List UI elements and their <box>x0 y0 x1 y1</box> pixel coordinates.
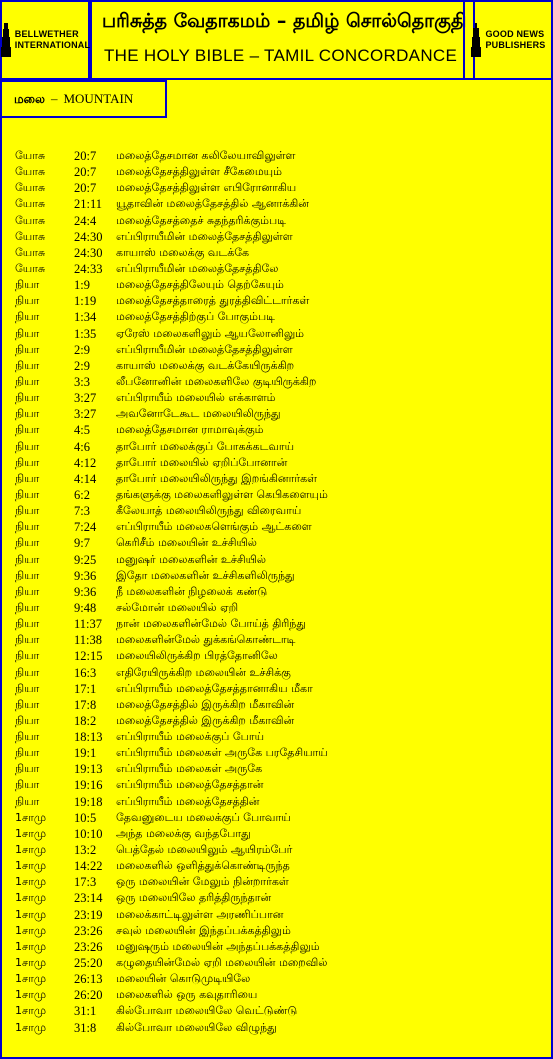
entry-text: மலைத்தேசத்தில் இருக்கிற மீகாவின் <box>116 697 295 711</box>
concordance-entry <box>15 196 545 212</box>
entry-text: மலைத்தேசத்திற்குப் போகும்படி <box>116 310 275 324</box>
entry-book: 1சாமு <box>15 891 47 905</box>
entry-reference: 26:20 <box>74 988 103 1003</box>
entry-reference: 3:27 <box>74 407 97 422</box>
entry-text: அந்த மலைக்கு வந்தபோது <box>116 826 251 840</box>
entry-book: 1சாமு <box>15 907 47 921</box>
goodnews-logo-box <box>463 0 553 80</box>
concordance-entry <box>15 923 545 939</box>
entry-book: யோசு <box>15 197 46 211</box>
concordance-entry <box>15 568 545 584</box>
entry-reference: 9:25 <box>74 552 97 567</box>
entry-reference: 23:26 <box>74 923 103 938</box>
entry-text: மலைகளில் ஒரு கவுதாரியை <box>116 988 258 1002</box>
entry-text: ஏரேஸ் மலைகளிலும் ஆயலோனிலும் <box>116 326 305 340</box>
entry-text: மலைத்தேசத்திலுள்ள எபிரோனாகிய <box>116 181 297 195</box>
concordance-entry <box>15 503 545 519</box>
entry-book: நியா <box>15 649 40 663</box>
entry-text: தாபோர் மலைக்குப் போகக்கடவாய் <box>116 439 295 453</box>
goodnews-logo <box>470 23 545 57</box>
concordance-entry <box>15 1020 545 1036</box>
entry-text: லீபனோனின் மலைகளிலே குடியிருக்கிற <box>116 374 317 388</box>
entry-book: நியா <box>15 423 40 437</box>
entry-reference: 3:27 <box>74 391 97 406</box>
concordance-entry <box>15 180 545 196</box>
entry-reference: 14:22 <box>74 859 103 874</box>
entry-text: மலைத்தேசத்திலுள்ள சீகேமையும் <box>116 165 282 179</box>
entry-book: நியா <box>15 633 40 647</box>
entry-text: காயாஸ் மலைக்கு வடக்கே <box>116 245 250 259</box>
entry-text: நீ மலைகளின் நிழலைக் கண்டு <box>116 584 268 598</box>
entry-book: நியா <box>15 552 40 566</box>
entry-book: 1சாமு <box>15 956 47 970</box>
goodnews-logo-line1: GOOD NEWS <box>485 29 545 39</box>
topic-english: MOUNTAIN <box>63 90 134 106</box>
entry-reference: 7:3 <box>74 504 90 519</box>
entry-book: யோசு <box>15 245 46 259</box>
entry-text: எப்பிராயீம் மலைத்தேசத்தானாகிய மீகா <box>116 681 313 695</box>
entry-reference: 6:2 <box>74 487 90 502</box>
concordance-entry <box>15 648 545 664</box>
entry-book: நியா <box>15 342 40 356</box>
concordance-entry <box>15 261 545 277</box>
entry-book: 1சாமு <box>15 843 47 857</box>
entry-book: நியா <box>15 391 40 405</box>
concordance-entry <box>15 213 545 229</box>
entry-reference: 18:13 <box>74 730 103 745</box>
concordance-entry <box>15 390 545 406</box>
concordance-entry <box>15 632 545 648</box>
concordance-entry <box>15 164 545 180</box>
entry-text: சவுல் மலையின் இந்தப்பக்கத்திலும் <box>116 923 291 937</box>
entry-text: இதோ மலைகளின் உச்சிகளிலிருந்து <box>116 568 295 582</box>
entry-text: கழுதையின்மேல் ஏறி மலையின் மறைவில் <box>116 956 328 970</box>
entry-book: நியா <box>15 568 40 582</box>
concordance-entry <box>15 826 545 842</box>
entry-text: எப்பிராயீம் மலைத்தேசத்தான் <box>116 778 264 792</box>
concordance-entry <box>15 148 545 164</box>
entry-reference: 10:10 <box>74 826 103 841</box>
entry-reference: 9:48 <box>74 600 97 615</box>
concordance-entry <box>15 342 545 358</box>
entry-book: நியா <box>15 762 40 776</box>
concordance-entry <box>15 245 545 261</box>
entry-book: யோசு <box>15 261 46 275</box>
entry-reference: 7:24 <box>74 520 97 535</box>
entry-book: நியா <box>15 536 40 550</box>
entry-reference: 4:5 <box>74 423 90 438</box>
entry-book: நியா <box>15 487 40 501</box>
entry-text: மலைத்தேசமான ராமாவுக்கும் <box>116 423 264 437</box>
tower-icon <box>470 23 482 57</box>
entry-reference: 23:14 <box>74 891 103 906</box>
concordance-entry <box>15 406 545 422</box>
entry-reference: 23:19 <box>74 907 103 922</box>
entry-text: எப்பிராயீம் மலைகளெங்கும் ஆட்களை <box>116 520 312 534</box>
entry-book: நியா <box>15 439 40 453</box>
entry-reference: 12:15 <box>74 649 103 664</box>
entry-text: எப்பிராயீம் மலைகள் அருகே பரதேசியாய் <box>116 746 328 760</box>
entry-book: நியா <box>15 600 40 614</box>
entry-reference: 17:8 <box>74 697 97 712</box>
concordance-entry <box>15 293 545 309</box>
concordance-entry <box>15 600 545 616</box>
entry-book: 1சாமு <box>15 1004 47 1018</box>
concordance-entry <box>15 777 545 793</box>
entry-book: நியா <box>15 665 40 679</box>
entry-book: 1சாமு <box>15 859 47 873</box>
entry-book: யோசு <box>15 181 46 195</box>
concordance-entry <box>15 422 545 438</box>
entry-reference: 16:3 <box>74 665 97 680</box>
entry-reference: 2:9 <box>74 342 90 357</box>
entry-text: மலையிலிருக்கிற பிரத்தோனிலே <box>116 649 278 663</box>
entry-text: மலைத்தேசமான கலிலேயாவிலுள்ள <box>116 149 296 162</box>
entry-text: ஒரு மலையிலே தரித்திருந்தான் <box>116 891 272 905</box>
entry-book: 1சாமு <box>15 1020 47 1034</box>
concordance-entry <box>15 519 545 535</box>
entry-text: மலைத்தேசத்தாரைத் துரத்திவிட்டார்கள் <box>116 294 310 308</box>
entry-book: நியா <box>15 730 40 744</box>
entry-book: நியா <box>15 471 40 485</box>
entry-book: நியா <box>15 584 40 598</box>
entry-reference: 9:36 <box>74 584 97 599</box>
entry-book: நியா <box>15 294 40 308</box>
entry-book: யோசு <box>15 149 46 162</box>
entry-book: நியா <box>15 310 40 324</box>
concordance-entry <box>15 810 545 826</box>
entry-text: மலையின் கொடுமுடியிலே <box>116 972 251 986</box>
entry-text: மலைத்தேசத்தில் இருக்கிற மீகாவின் <box>116 713 295 727</box>
entry-reference: 2:9 <box>74 358 90 373</box>
entry-reference: 13:2 <box>74 843 97 858</box>
entry-text: யூதாவின் மலைத்தேசத்தில் ஆனாக்கின் <box>116 197 309 211</box>
entry-reference: 1:9 <box>74 278 90 293</box>
entry-book: நியா <box>15 374 40 388</box>
entry-text: எதிரேயிருக்கிற மலையின் உச்சிக்கு <box>116 665 291 679</box>
entry-reference: 1:35 <box>74 326 97 341</box>
entry-reference: 20:7 <box>74 165 97 180</box>
entry-reference: 9:7 <box>74 536 90 551</box>
entry-text: சல்மோன் மலையில் ஏறி <box>116 600 239 614</box>
entry-text: அவனோடேகூட மலையிலிருந்து <box>116 407 281 421</box>
concordance-list <box>15 148 545 1036</box>
entry-text: தாபோர் மலையில் ஏறிப்போனான் <box>116 455 288 469</box>
entry-text: தங்களுக்கு மலைகளிலுள்ள கெபிகளையும் <box>116 487 328 501</box>
entry-text: எப்பிராயீமின் மலைத்தேசத்திலே <box>116 261 279 275</box>
entry-reference: 26:13 <box>74 972 103 987</box>
entry-book: யோசு <box>15 213 46 227</box>
entry-reference: 25:20 <box>74 956 103 971</box>
entry-book: நியா <box>15 358 40 372</box>
entry-reference: 31:8 <box>74 1020 97 1035</box>
topic-box <box>0 80 167 118</box>
entry-reference: 4:12 <box>74 455 97 470</box>
concordance-entry <box>15 681 545 697</box>
entry-text: எப்பிராயீமின் மலைத்தேசத்திலுள்ள <box>116 342 293 356</box>
concordance-entry <box>15 616 545 632</box>
concordance-entry <box>15 697 545 713</box>
concordance-entry <box>15 229 545 245</box>
entry-book: நியா <box>15 407 40 421</box>
entry-book: நியா <box>15 326 40 340</box>
concordance-entry <box>15 309 545 325</box>
entry-text: எப்பிராயீமின் மலைத்தேசத்திலுள்ள <box>116 229 293 243</box>
concordance-entry <box>15 761 545 777</box>
entry-book: 1சாமு <box>15 923 47 937</box>
title-tamil: பரிசுத்த வேதாகமம் – தமிழ் சொல்தொகுதி <box>102 10 467 32</box>
entry-book: 1சாமு <box>15 988 47 1002</box>
entry-reference: 11:38 <box>74 633 103 648</box>
entry-book: 1சாமு <box>15 875 47 889</box>
entry-reference: 20:7 <box>74 149 97 163</box>
entry-text: கீலேயாத் மலையிலிருந்து விரைவாய் <box>116 504 302 518</box>
topic-tamil: மலை <box>14 91 45 106</box>
entry-reference: 23:26 <box>74 939 103 954</box>
title-box <box>90 0 475 80</box>
entry-reference: 4:14 <box>74 471 97 486</box>
entry-book: நியா <box>15 713 40 727</box>
entry-reference: 18:2 <box>74 713 97 728</box>
entry-book: நியா <box>15 520 40 534</box>
entry-reference: 31:1 <box>74 1004 97 1019</box>
entry-book: 1சாமு <box>15 810 47 824</box>
entry-text: மலைத்தேசத்தைச் சுதந்தரிக்கும்படி <box>116 213 286 227</box>
entry-text: மலைக்காட்டிலுள்ள அரணிப்பான <box>116 907 284 921</box>
entry-reference: 17:1 <box>74 681 97 696</box>
concordance-entry <box>15 858 545 874</box>
entry-text: தாபோர் மலையிலிருந்து இறங்கினார்கள் <box>116 471 318 485</box>
entry-reference: 10:5 <box>74 810 97 825</box>
header <box>0 0 553 80</box>
entry-reference: 3:3 <box>74 374 90 389</box>
concordance-entry <box>15 713 545 729</box>
entry-book: யோசு <box>15 229 46 243</box>
entry-reference: 11:37 <box>74 617 103 632</box>
entry-text: எப்பிராயீம் மலைத்தேசத்தின் <box>116 794 260 808</box>
entry-reference: 24:33 <box>74 261 103 276</box>
concordance-entry <box>15 955 545 971</box>
entry-reference: 24:4 <box>74 213 97 228</box>
entry-book: நியா <box>15 681 40 695</box>
entry-text: மலைத்தேசத்திலேயும் தெற்கேயும் <box>116 278 284 292</box>
entry-text: மலைகளில் ஒளித்துக்கொண்டிருந்த <box>116 859 290 873</box>
entry-text: எப்பிராயீம் மலைக்குப் போய் <box>116 730 265 744</box>
concordance-entry <box>15 471 545 487</box>
entry-reference: 1:19 <box>74 294 97 309</box>
entry-text: மலைகளின்மேல் துக்கங்கொண்டாடி <box>116 633 296 647</box>
concordance-entry <box>15 842 545 858</box>
concordance-entry <box>15 535 545 551</box>
entry-text: கில்போவா மலையிலே வெட்டுண்டு <box>116 1004 298 1018</box>
entry-reference: 24:30 <box>74 229 103 244</box>
entry-text: காயாஸ் மலைக்கு வடக்கேயிருக்கிற <box>116 358 295 372</box>
concordance-entry <box>15 455 545 471</box>
concordance-entry <box>15 874 545 890</box>
entry-text: பெத்தேல் மலையிலும் ஆயிரம்பேர் <box>116 843 293 857</box>
topic-heading <box>2 91 133 108</box>
entry-text: மனுஷர் மலைகளின் உச்சியில் <box>116 552 267 566</box>
entry-reference: 20:7 <box>74 181 97 196</box>
entry-reference: 19:16 <box>74 778 103 793</box>
bellwether-logo <box>0 23 90 57</box>
concordance-entry <box>15 907 545 923</box>
entry-book: நியா <box>15 278 40 292</box>
entry-reference: 19:1 <box>74 746 97 761</box>
concordance-entry <box>15 890 545 906</box>
entry-text: நான் மலைகளின்மேல் போய்த் திரிந்து <box>116 617 306 631</box>
entry-reference: 4:6 <box>74 439 90 454</box>
title-english: THE HOLY BIBLE – TAMIL CONCORDANCE <box>104 46 458 65</box>
concordance-entry <box>15 939 545 955</box>
entry-reference: 1:34 <box>74 310 97 325</box>
entry-book: நியா <box>15 455 40 469</box>
entry-book: நியா <box>15 794 40 808</box>
concordance-entry <box>15 665 545 681</box>
bellwether-logo-line1: BELLWETHER <box>14 29 79 39</box>
entry-book: நியா <box>15 697 40 711</box>
entry-book: நியா <box>15 504 40 518</box>
concordance-entry <box>15 552 545 568</box>
entry-book: 1சாமு <box>15 826 47 840</box>
entry-book: 1சாமு <box>15 939 47 953</box>
concordance-entry <box>15 439 545 455</box>
bellwether-logo-line2: INTERNATIONAL <box>14 40 91 50</box>
entry-book: யோசு <box>15 165 46 179</box>
entry-reference: 21:11 <box>74 197 103 212</box>
entry-text: தேவனுடைய மலைக்குப் போவாய் <box>116 810 291 824</box>
entry-text: மனுஷரும் மலையின் அந்தப்பக்கத்திலும் <box>116 939 320 953</box>
concordance-entry <box>15 729 545 745</box>
concordance-entry <box>15 487 545 503</box>
concordance-entry <box>15 326 545 342</box>
entry-book: நியா <box>15 746 40 760</box>
entry-book: 1சாமு <box>15 972 47 986</box>
entry-reference: 19:18 <box>74 794 103 809</box>
concordance-entry <box>15 374 545 390</box>
concordance-entry <box>15 277 545 293</box>
topic-separator: – <box>50 90 58 106</box>
entry-reference: 19:13 <box>74 762 103 777</box>
concordance-entry <box>15 794 545 810</box>
bellwether-logo-box <box>0 0 90 80</box>
entry-text: எப்பிராயீம் மலைகள் அருகே <box>116 762 263 776</box>
entry-text: கில்போவா மலையிலே விழுந்து <box>116 1020 277 1034</box>
goodnews-logo-line2: PUBLISHERS <box>485 40 546 50</box>
concordance-entry <box>15 1003 545 1019</box>
entry-text: கெரிசீம் மலையின் உச்சியில் <box>116 536 257 550</box>
concordance-entry <box>15 358 545 374</box>
entry-text: எப்பிராயீம் மலையில் எக்காளம் <box>116 391 276 405</box>
concordance-entry <box>15 987 545 1003</box>
entry-text: ஒரு மலையின் மேலும் நின்றார்கள் <box>116 875 289 889</box>
concordance-entry <box>15 971 545 987</box>
entry-book: நியா <box>15 617 40 631</box>
entry-reference: 9:36 <box>74 568 97 583</box>
concordance-entry <box>15 745 545 761</box>
entry-reference: 17:3 <box>74 875 97 890</box>
entry-reference: 24:30 <box>74 245 103 260</box>
bell-tower-icon <box>0 23 12 57</box>
concordance-entry <box>15 584 545 600</box>
entry-book: நியா <box>15 778 40 792</box>
